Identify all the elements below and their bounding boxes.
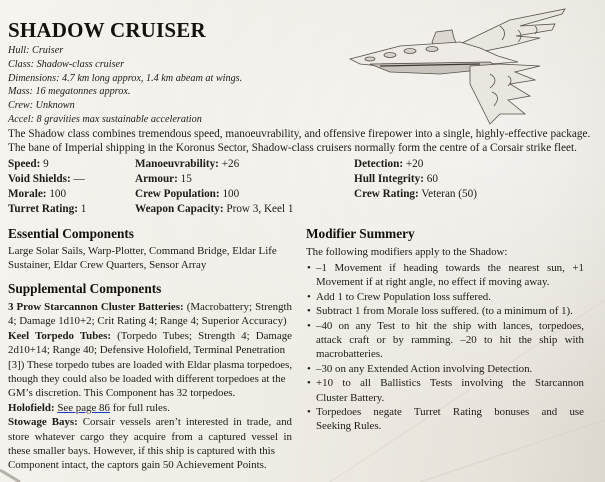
stat-value: 9 bbox=[43, 158, 49, 170]
entry-text: for full rules. bbox=[112, 401, 170, 414]
stat-value: Prow 3, Keel 1 bbox=[226, 203, 294, 215]
modifier-line: Movement if at right angle, no effect if moving away. bbox=[316, 276, 550, 289]
modifier-line: • –1 Movement if heading towards the nearest sun, +1 bbox=[316, 262, 584, 274]
stat-label: Manoeuvrability: bbox=[135, 158, 219, 170]
modifier-item bbox=[306, 304, 584, 318]
modifier-item bbox=[306, 290, 584, 304]
entry-text: (Torpedo Tubes; Strength 4; Damage bbox=[117, 329, 292, 342]
stat-value: Veteran (50) bbox=[421, 188, 477, 200]
modifier-item bbox=[306, 319, 584, 362]
stat-label: Turret Rating: bbox=[8, 203, 78, 215]
page-86-link[interactable]: See page 86 bbox=[57, 401, 110, 414]
stat-crew-population bbox=[135, 187, 239, 202]
entry-text: 2d10+14; Range 40; Defensive Holofield, Terminal Penetration bbox=[8, 344, 286, 357]
stowage-entry bbox=[8, 415, 292, 429]
spec-hull: Hull: Cruiser bbox=[8, 45, 64, 56]
supplemental-components-heading: Supplemental Components bbox=[8, 281, 162, 296]
stat-value: 15 bbox=[180, 173, 192, 185]
modifier-line: • +10 to all Ballistics Tests involving the Starcannon bbox=[316, 377, 584, 390]
entry-label: 3 Prow Starcannon Cluster Batteries: bbox=[8, 301, 184, 313]
stat-detection bbox=[354, 157, 423, 172]
entry-text: store whatever cargo they acquire from a captured vessel in bbox=[8, 430, 292, 443]
entry-text: GM’s discretion. This Component has 32 torpedoes. bbox=[8, 387, 236, 400]
intro-line: The Shadow class combines tremendous speed, manoeuvrability, and offensive firepower into a single, highly-effective package. bbox=[8, 128, 591, 140]
entry-text: (Macrobattery; Strength bbox=[186, 301, 292, 313]
stat-weapon-capacity bbox=[135, 202, 294, 217]
essential-line: Sustainer, Eldar Crew Quarters, Sensor Array bbox=[8, 259, 207, 272]
stat-hull-integrity bbox=[354, 172, 438, 187]
modifier-line: macrobatteries. bbox=[316, 348, 383, 361]
entry-text: though they could also be loaded with different torpedoes at the bbox=[8, 373, 286, 386]
stat-label: Morale: bbox=[8, 188, 47, 200]
stat-morale bbox=[8, 187, 66, 202]
starcannon-entry bbox=[8, 300, 292, 314]
stat-value: 1 bbox=[80, 203, 87, 215]
stat-label: Crew Rating: bbox=[354, 188, 419, 200]
torpedo-entry bbox=[8, 329, 292, 343]
stat-label: Detection: bbox=[354, 158, 404, 170]
modifier-intro: The following modifiers apply to the Shadow: bbox=[306, 246, 508, 258]
stat-value: +26 bbox=[221, 158, 240, 170]
modifier-line: • Subtract 1 from Morale loss suffered. (to a minimum of 1). bbox=[316, 305, 573, 318]
essential-components-heading: Essential Components bbox=[8, 226, 134, 241]
ship-specs bbox=[8, 44, 242, 127]
stat-value: 60 bbox=[426, 173, 438, 185]
spec-mass: Mass: 16 megatonnes approx. bbox=[8, 86, 131, 98]
intro-paragraph bbox=[8, 128, 603, 156]
stat-label: Void Shields: bbox=[8, 173, 71, 185]
stat-value: — bbox=[73, 173, 85, 185]
entry-label: Keel Torpedo Tubes: bbox=[8, 329, 111, 342]
essential-components-list bbox=[8, 244, 293, 273]
entry-text: [3]) These torpedo tubes are loaded with Eldar plasma torpedoes, bbox=[8, 358, 293, 371]
modifier-line: • –40 on any Test to hit the ship with lances, torpedoes, bbox=[316, 319, 584, 332]
modifier-item bbox=[306, 362, 584, 376]
modifier-line: Cluster Battery. bbox=[316, 391, 385, 404]
modifier-line: attack craft or by ramming. –20 to hit the ship with bbox=[316, 334, 584, 347]
stat-label: Crew Population: bbox=[135, 188, 220, 200]
stat-value: 100 bbox=[222, 188, 240, 200]
spec-accel: Accel: 8 gravities max sustainable acceleration bbox=[8, 113, 202, 125]
stat-value: 100 bbox=[49, 188, 67, 200]
spec-class: Class: Shadow-class cruiser bbox=[8, 58, 125, 70]
entry-label: Holofield: bbox=[8, 401, 55, 414]
stat-label: Weapon Capacity: bbox=[135, 203, 224, 215]
modifier-line: Seeking Rules. bbox=[316, 420, 382, 433]
modifier-summary-heading: Modifier Summery bbox=[306, 226, 415, 241]
modifier-line: • Torpedoes negate Turret Rating bonuses and use bbox=[316, 406, 584, 419]
entry-text: 4; Damage 1d10+2; Crit Rating 4; Range 4; Superior Accuracy) bbox=[8, 315, 287, 328]
entry-label: Stowage Bays: bbox=[8, 416, 78, 429]
intro-line: The bane of Imperial shipping in the Koronus Sector, Shadow-class cruisers normally form the centre of a Corsair strike fleet. bbox=[8, 141, 577, 154]
modifier-item bbox=[306, 405, 584, 434]
stat-crew-rating bbox=[354, 187, 477, 202]
essential-line: Large Solar Sails, Warp-Plotter, Command Bridge, Eldar Life bbox=[8, 245, 277, 257]
spec-crew: Crew: Unknown bbox=[8, 100, 75, 112]
stat-speed bbox=[8, 157, 49, 172]
holofield-entry bbox=[8, 401, 292, 415]
stat-value: +20 bbox=[405, 158, 424, 170]
spec-dimensions: Dimensions: 4.7 km long approx, 1.4 km abeam at wings. bbox=[8, 72, 243, 84]
entry-text: these smaller bays. However, if this ship is captured with this bbox=[8, 445, 275, 458]
modifier-item bbox=[306, 261, 584, 290]
modifier-line: • Add 1 to Crew Population loss suffered. bbox=[316, 290, 491, 303]
stat-armour bbox=[135, 172, 192, 187]
modifier-item bbox=[306, 376, 584, 405]
stat-void-shields bbox=[8, 172, 85, 187]
stat-label: Armour: bbox=[135, 173, 178, 185]
stat-turret-rating bbox=[8, 202, 86, 217]
supplemental-components-text bbox=[8, 300, 292, 473]
stat-manoeuvrability bbox=[135, 157, 239, 172]
stat-label: Hull Integrity: bbox=[354, 173, 424, 185]
entry-text: Component intact, the captors gain 50 Achievement Points. bbox=[8, 459, 267, 472]
ship-illustration bbox=[340, 4, 570, 126]
page-title: SHADOW CRUISER bbox=[8, 18, 206, 42]
stat-label: Speed: bbox=[8, 158, 41, 170]
entry-text: Corsair vessels aren’t interested in trade, and bbox=[82, 416, 292, 429]
modifier-list bbox=[306, 261, 584, 434]
modifier-line: • –30 on any Extended Action involving Detection. bbox=[316, 362, 533, 375]
